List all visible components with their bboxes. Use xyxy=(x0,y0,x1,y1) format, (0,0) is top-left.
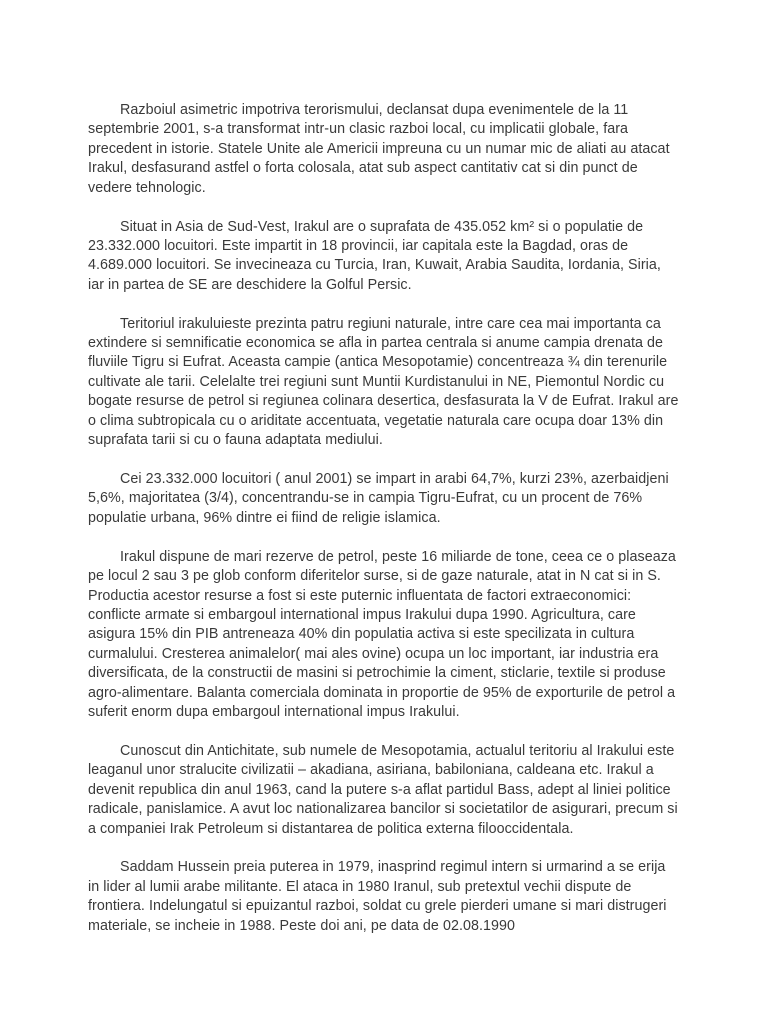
paragraph-5: Irakul dispune de mari rezerve de petrol, peste 16 miliarde de tone, ceea ce o plaseaza pe locul 2 sau 3 pe glob conform diferitelor surse, si de gaze naturale, atat in N cat si in S. Productia acestor resurse a fost si este puternic influentata de factori extraeconomici: conflicte armate si embargoul international impus Irakului dupa 1990. Agricultura, care asigura 15% din PIB antreneaza 40% din populatia activa si este specilizata in cultura curmalului. Cresterea animalelor( mai ales ovine) ocupa un loc important, iar industria era diversificata, de la constructii de masini si petrochimie la ciment, sticlarie, textile si produse agro-alimentare. Balanta comerciala dominata in proportie de 95% de exporturile de petrol a suferit enorm dupa embargoul international impus Irakului. xyxy=(88,548,676,720)
paragraph-7: Saddam Hussein preia puterea in 1979, inasprind regimul intern si urmarind a se erija in lider al lumii arabe militante. El ataca in 1980 Iranul, sub pretextul vechii dispute de frontiera. Indelungatul si epuizantul razboi, soldat cu grele pierderi umane si mari distrugeri materiale, se incheie in 1988. Peste doi ani, pe data de 02.08.1990 xyxy=(88,859,667,934)
paragraph-4: Cei 23.332.000 locuitori ( anul 2001) se impart in arabi 64,7%, kurzi 23%, azerbaidjeni 5,6%, majoritatea (3/4), concentrandu-se in campia Tigru-Eufrat, cu un procent de 76% populatie urbana, 96% dintre ei fiind de religie islamica. xyxy=(88,471,669,526)
paragraph-6: Cunoscut din Antichitate, sub numele de Mesopotamia, actualul teritoriu al Irakului este leaganul unor stralucite civilizatii – akadiana, asiriana, babiloniana, caldeana etc. Irakul a devenit republica din anul 1963, cand la putere s-a aflat partidul Bass, adept al liniei politice radicale, panislamice. A avut loc nationalizarea bancilor si societatilor de asigurari, precum si a companiei Irak Petroleum si distantarea de politica externa filooccidentala. xyxy=(88,742,678,837)
paragraph-1: Razboiul asimetric impotriva terorismului, declansat dupa evenimentele de la 11 septembrie 2001, s-a transformat intr-un clasic razboi local, cu implicatii globale, fara precedent in istorie. Statele Unite ale Americii impreuna cu un numar mic de aliati au atacat Irakul, desfasurand astfel o forta colosala, atat sub aspect cantitativ cat si din punct de vedere tehnologic. xyxy=(88,102,670,196)
document-body xyxy=(88,101,680,956)
paragraph-2: Situat in Asia de Sud-Vest, Irakul are o suprafata de 435.052 km² si o populatie de 23.332.000 locuitori. Este impartit in 18 provincii, iar capitala este la Bagdad, oras de 4.689.000 locuitori. Se invecineaza cu Turcia, Iran, Kuwait, Arabia Saudita, Iordania, Siria, iar in partea de SE are deschidere la Golful Persic. xyxy=(88,218,661,293)
paragraph-3: Teritoriul irakuluieste prezinta patru regiuni naturale, intre care cea mai importanta ca extindere si semnificatie economica se afla in partea centrala si anume campia drenata de fluviile Tigru si Eufrat. Aceasta campie (antica Mesopotamie) concentreaza ¾ din terenurile cultivate ale tarii. Celelalte trei regiuni sunt Muntii Kurdistanului in NE, Piemontul Nordic cu bogate resurse de petrol si regiunea colinara desertica, desfasurata la V de Eufrat. Irakul are o clima subtropicala cu o ariditate accentuata, vegetatie naturala care ocupa doar 13% din suprafata tarii si cu o fauna adaptata mediului. xyxy=(88,315,679,449)
